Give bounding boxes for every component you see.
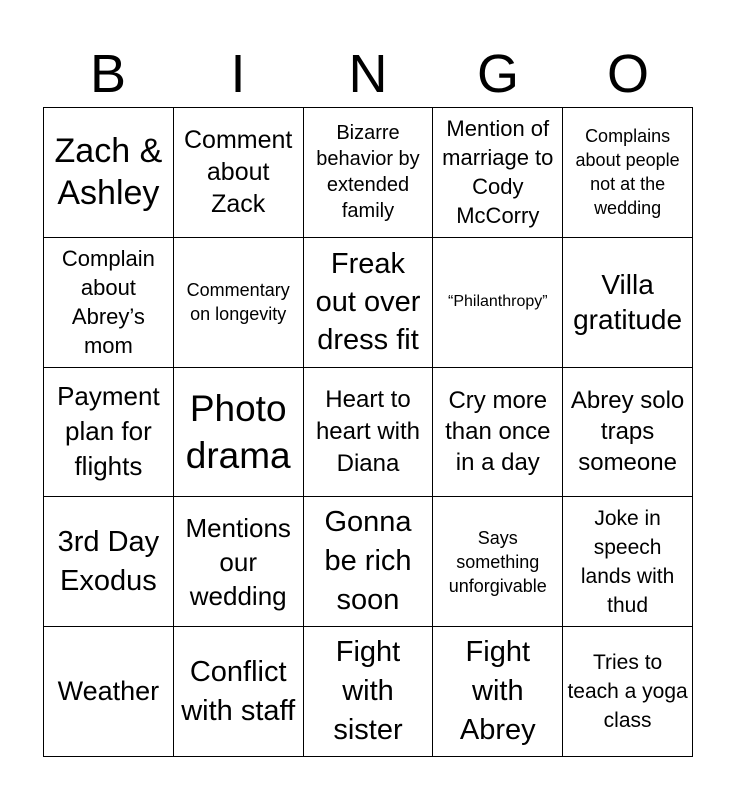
cell-text: Heart to heart with Diana — [315, 385, 421, 477]
cell-text: Mention of marriage to Cody McCorry — [442, 116, 554, 229]
cell-text: Weather — [57, 676, 160, 707]
bingo-cell[interactable] — [304, 627, 434, 757]
cell-text: Complain about Abrey’s mom — [61, 246, 155, 359]
bingo-cell[interactable] — [44, 238, 174, 368]
bingo-cell[interactable] — [174, 627, 304, 757]
header-letter-g: G — [476, 44, 519, 104]
bingo-cell[interactable] — [433, 497, 563, 627]
cell-text: Comment about Zack — [184, 126, 293, 219]
bingo-card-grid — [43, 107, 693, 757]
bingo-cell[interactable] — [174, 108, 304, 238]
cell-text: Payment plan for flights — [57, 381, 160, 482]
bingo-cell[interactable] — [433, 238, 563, 368]
cell-text: Gonna be rich soon — [324, 506, 412, 617]
bingo-cell[interactable] — [563, 238, 693, 368]
cell-text: Conflict with staff — [181, 655, 296, 727]
bingo-header — [43, 40, 693, 108]
bingo-cell[interactable] — [433, 108, 563, 238]
cell-text: Abrey solo traps someone — [570, 387, 685, 477]
bingo-cell[interactable] — [304, 368, 434, 498]
cell-text: Says something unforgivable — [448, 527, 547, 596]
bingo-cell[interactable] — [44, 497, 174, 627]
cell-text: Photo drama — [185, 387, 291, 476]
bingo-cell[interactable] — [44, 108, 174, 238]
cell-text: Mentions our wedding — [185, 512, 291, 611]
cell-text: Bizarre behavior by extended family — [316, 122, 420, 223]
bingo-cell[interactable] — [174, 238, 304, 368]
bingo-cell[interactable] — [304, 108, 434, 238]
bingo-cell[interactable] — [304, 238, 434, 368]
bingo-cell[interactable] — [304, 497, 434, 627]
cell-text: Cry more than once in a day — [445, 387, 551, 477]
bingo-cell[interactable] — [563, 108, 693, 238]
cell-text: Zach & Ashley — [54, 132, 163, 213]
header-letter-o: O — [606, 44, 649, 104]
cell-text: “Philanthropy” — [447, 293, 548, 311]
bingo-cell[interactable] — [44, 368, 174, 498]
bingo-cell[interactable] — [563, 497, 693, 627]
cell-text: Complains about people not at the wedding — [575, 126, 680, 219]
bingo-cell[interactable] — [174, 368, 304, 498]
cell-text: Joke in speech lands with thud — [580, 506, 675, 617]
bingo-cell[interactable] — [433, 627, 563, 757]
cell-text: Commentary on longevity — [186, 280, 290, 325]
header-letter-b: B — [89, 44, 127, 104]
cell-text: Freak out over dress fit — [315, 248, 421, 357]
cell-text: 3rd Day Exodus — [57, 525, 160, 597]
header-letter-n: N — [348, 44, 388, 104]
bingo-cell[interactable] — [433, 368, 563, 498]
bingo-cell[interactable] — [174, 497, 304, 627]
bingo-cell[interactable] — [563, 368, 693, 498]
cell-text: Tries to teach a yoga class — [567, 651, 688, 733]
header-letter-i: I — [230, 44, 246, 104]
cell-text: Fight with Abrey — [459, 636, 536, 747]
cell-text: Villa gratitude — [573, 269, 683, 336]
cell-text: Fight with sister — [333, 636, 403, 747]
bingo-cell[interactable] — [44, 627, 174, 757]
bingo-cell[interactable] — [563, 627, 693, 757]
